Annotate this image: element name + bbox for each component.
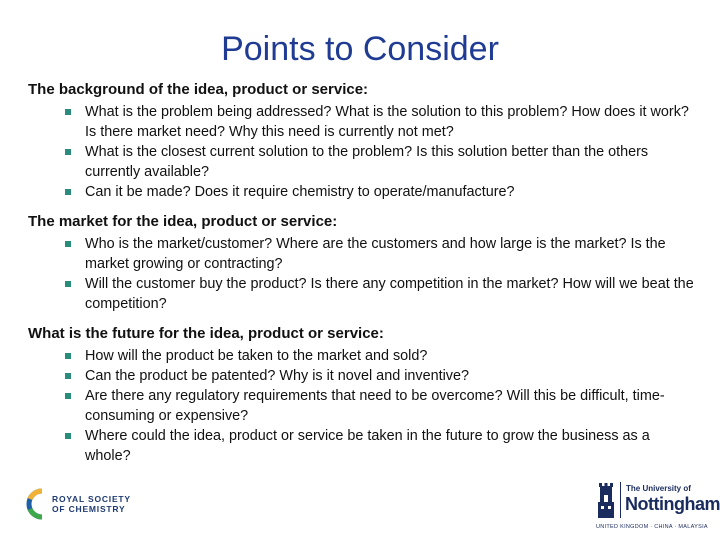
- bullet-item: Can it be made? Does it require chemistry to operate/manufacture?: [28, 182, 698, 202]
- section-future: [28, 324, 698, 466]
- bullet-item: What is the closest current solution to the problem? Is this solution better than the others currently available?: [28, 142, 698, 182]
- bullet-item: What is the problem being addressed? What is the solution to this problem? How does it work? Is there market need? Why this need is currently not met?: [28, 102, 698, 142]
- uon-crest-icon: [596, 482, 616, 525]
- uon-divider: [620, 482, 621, 518]
- bullet-item: Who is the market/customer? Where are the customers and how large is the market? Is the market growing or contracting?: [28, 234, 698, 274]
- slide-content: [28, 80, 698, 476]
- section-heading: The background of the idea, product or service:: [28, 81, 369, 98]
- rsc-wordmark: [52, 494, 131, 514]
- rsc-line2: OF CHEMISTRY: [52, 504, 126, 514]
- bullet-item: Where could the idea, product or service be taken in the future to grow the business as a whole?: [28, 426, 698, 466]
- rsc-logo-icon: [24, 487, 46, 521]
- slide-title: Points to Consider: [221, 30, 499, 68]
- section-background: [28, 80, 698, 202]
- bullet-list: [28, 346, 698, 466]
- uon-campuses: UNITED KINGDOM · CHINA · MALAYSIA: [596, 524, 708, 530]
- rsc-line1: ROYAL SOCIETY: [52, 494, 131, 504]
- uon-big-text: Nottingham: [625, 494, 720, 514]
- section-heading: What is the future for the idea, product or service:: [28, 325, 384, 342]
- section-heading: The market for the idea, product or service:: [28, 213, 338, 230]
- section-market: [28, 212, 698, 314]
- bullet-item: Will the customer buy the product? Is there any competition in the market? How will we beat the competition?: [28, 274, 698, 314]
- uon-logo: [596, 480, 720, 536]
- bullet-item: Can the product be patented? Why is it novel and inventive?: [28, 366, 698, 386]
- bullet-list: [28, 234, 698, 314]
- bullet-item: Are there any regulatory requirements that need to be overcome? Will this be difficult, time-consuming or expensive?: [28, 386, 698, 426]
- bullet-item: How will the product be taken to the market and sold?: [28, 346, 698, 366]
- bullet-list: [28, 102, 698, 202]
- uon-small-text: The University of: [626, 484, 691, 493]
- rsc-logo: [24, 487, 131, 521]
